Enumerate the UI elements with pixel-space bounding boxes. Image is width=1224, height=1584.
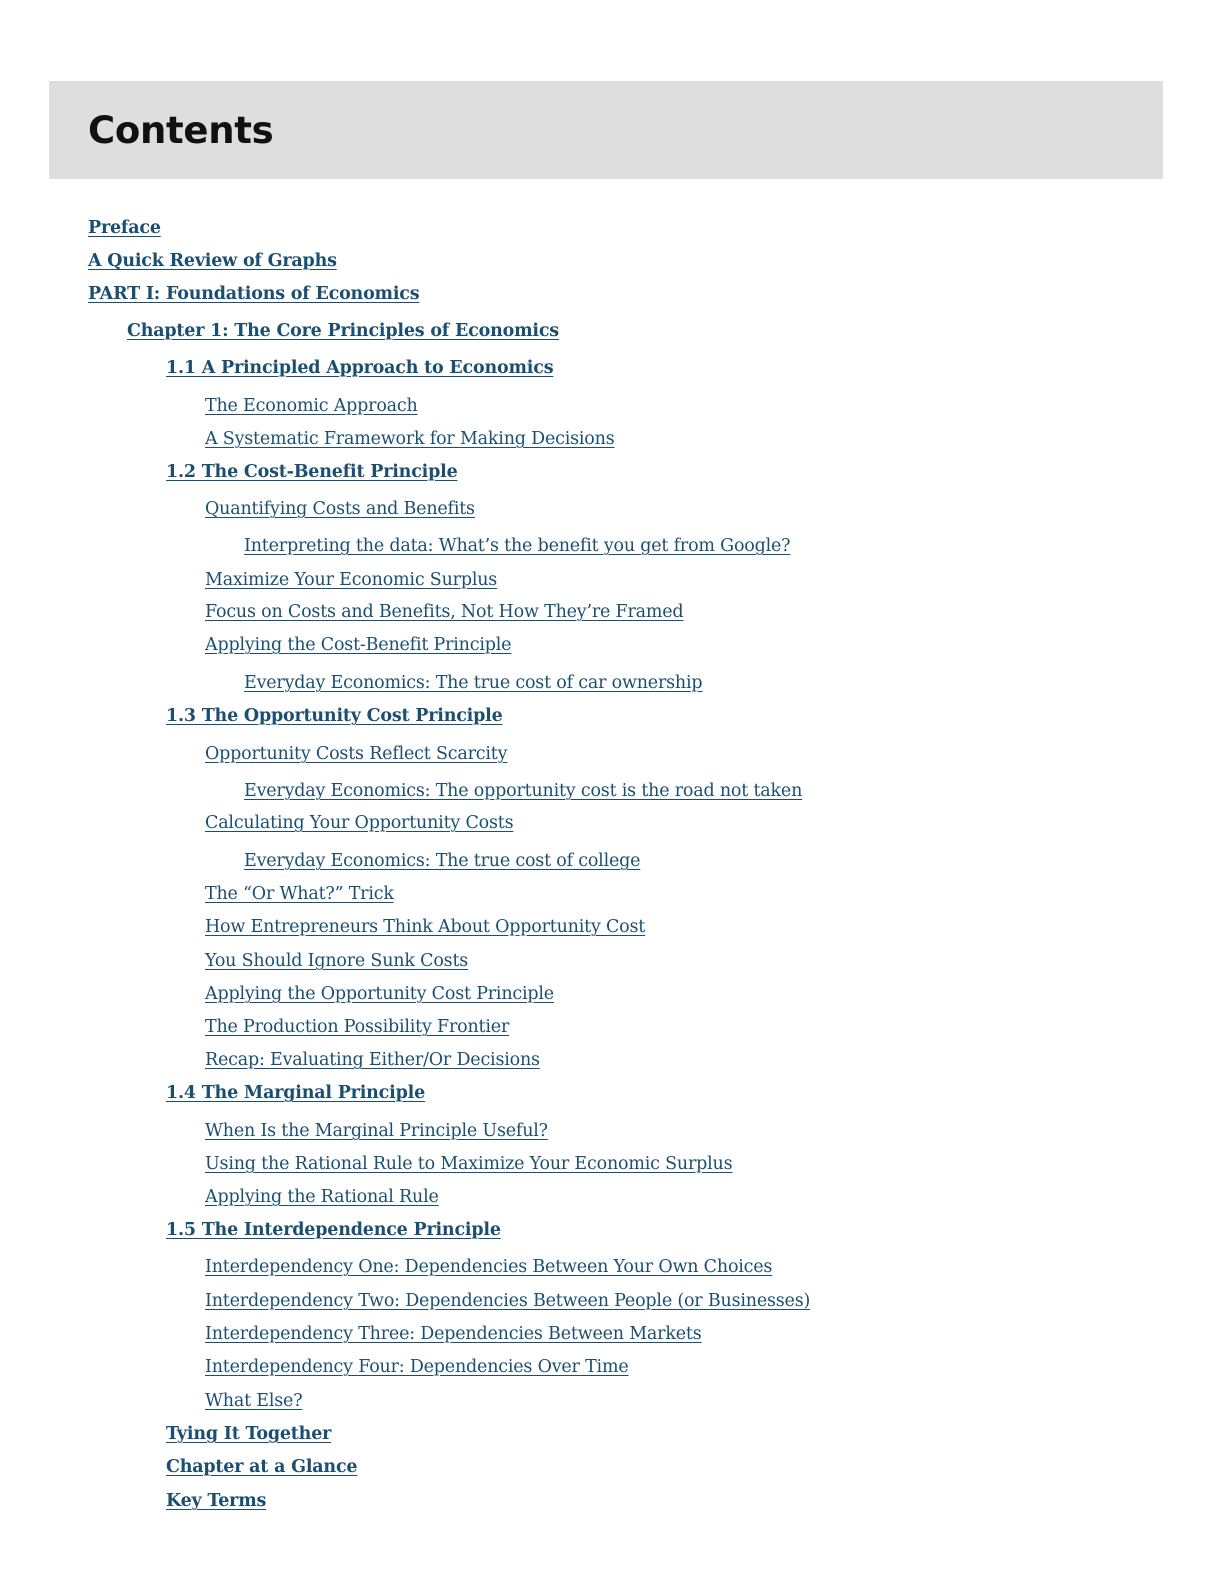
toc-link[interactable]: A Quick Review of Graphs	[88, 251, 337, 271]
toc-link[interactable]: Quantifying Costs and Benefits	[205, 499, 475, 519]
toc-link[interactable]: Using the Rational Rule to Maximize Your Economic Surplus	[205, 1154, 733, 1174]
page-title: Contents	[88, 109, 274, 152]
toc-link[interactable]: You Should Ignore Sunk Costs	[205, 951, 469, 971]
toc-link[interactable]: Interdependency Three: Dependencies Between Markets	[205, 1324, 702, 1344]
toc-link[interactable]: 1.1 A Principled Approach to Economics	[166, 358, 554, 378]
toc-link[interactable]: Applying the Opportunity Cost Principle	[205, 984, 554, 1004]
toc-link[interactable]: Key Terms	[166, 1491, 267, 1511]
toc-link[interactable]: What Else?	[205, 1391, 303, 1411]
toc-link[interactable]: Interpreting the data: What’s the benefit you get from Google?	[244, 536, 791, 556]
toc-link[interactable]: Interdependency One: Dependencies Between Your Own Choices	[205, 1257, 773, 1277]
toc-link[interactable]: The Production Possibility Frontier	[205, 1017, 510, 1037]
toc-link[interactable]: 1.5 The Interdependence Principle	[166, 1220, 501, 1240]
toc-link[interactable]: Calculating Your Opportunity Costs	[205, 813, 514, 833]
toc-link[interactable]: Chapter at a Glance	[166, 1457, 358, 1477]
toc-link[interactable]: Opportunity Costs Reflect Scarcity	[205, 744, 508, 764]
toc-link[interactable]: Everyday Economics: The opportunity cost is the road not taken	[244, 781, 803, 801]
toc-link[interactable]: The “Or What?” Trick	[205, 884, 394, 904]
toc-link[interactable]: Applying the Rational Rule	[205, 1187, 439, 1207]
toc-link[interactable]: Focus on Costs and Benefits, Not How They’re Framed	[205, 602, 684, 622]
toc-link[interactable]: Maximize Your Economic Surplus	[205, 570, 498, 590]
toc-link[interactable]: 1.4 The Marginal Principle	[166, 1083, 426, 1103]
toc-link[interactable]: PART I: Foundations of Economics	[88, 284, 420, 304]
toc-link[interactable]: Preface	[88, 218, 161, 238]
toc-link[interactable]: Tying It Together	[166, 1424, 332, 1444]
toc-link[interactable]: Interdependency Four: Dependencies Over Time	[205, 1357, 629, 1377]
toc-link[interactable]: Everyday Economics: The true cost of college	[244, 851, 641, 871]
toc-link[interactable]: Recap: Evaluating Either/Or Decisions	[205, 1050, 540, 1070]
toc-link[interactable]: Applying the Cost-Benefit Principle	[205, 635, 512, 655]
toc-link[interactable]: 1.2 The Cost-Benefit Principle	[166, 462, 458, 482]
toc-link[interactable]: 1.3 The Opportunity Cost Principle	[166, 706, 503, 726]
toc-link[interactable]: Interdependency Two: Dependencies Between People (or Businesses)	[205, 1291, 811, 1311]
toc-link[interactable]: Everyday Economics: The true cost of car ownership	[244, 673, 703, 693]
toc-link[interactable]: How Entrepreneurs Think About Opportunity Cost	[205, 917, 646, 937]
toc-link[interactable]: Chapter 1: The Core Principles of Economics	[127, 321, 559, 341]
toc-link[interactable]: A Systematic Framework for Making Decisions	[205, 429, 615, 449]
toc-link[interactable]: When Is the Marginal Principle Useful?	[205, 1121, 548, 1141]
toc-link[interactable]: The Economic Approach	[205, 396, 418, 416]
